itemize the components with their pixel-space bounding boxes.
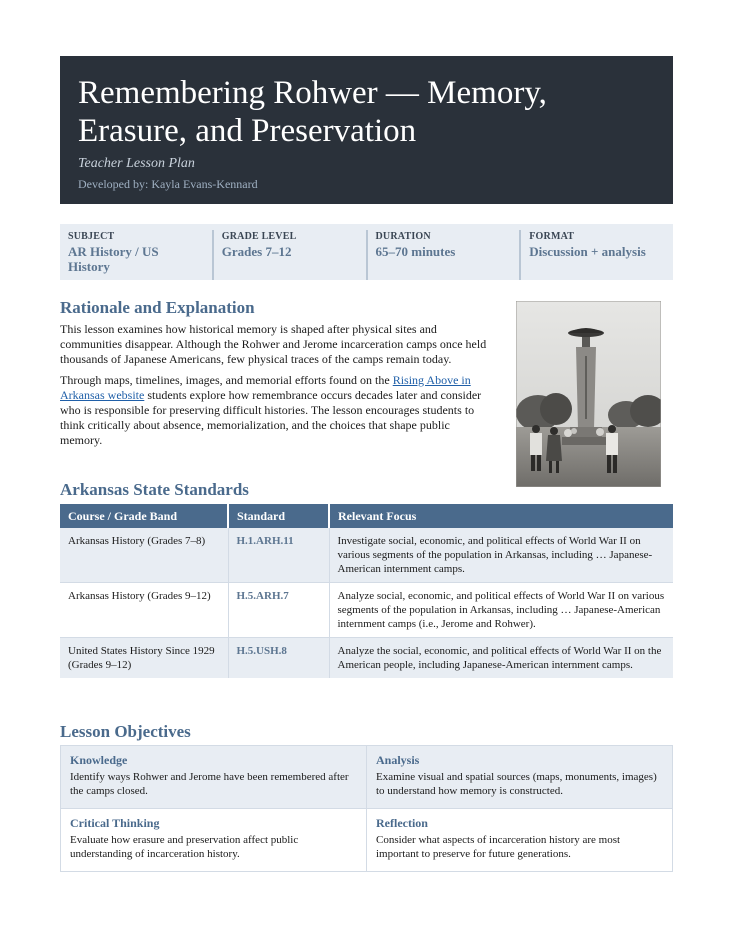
memorial-photo-graphic — [516, 301, 661, 487]
objective-text: Evaluate how erasure and preservation affect public understanding of incarceration history. — [70, 834, 299, 860]
page-title: Remembering Rohwer — Memory, Erasure, and Preservation — [78, 75, 547, 149]
author-credit: Developed by: Kayla Evans-Kennard — [78, 177, 258, 191]
lesson-meta-bar — [60, 224, 673, 280]
column-header: Relevant Focus — [329, 504, 673, 528]
course-cell: United States History Since 1929 (Grades 9–12) — [60, 638, 228, 679]
course-cell: Arkansas History (Grades 7–8) — [60, 528, 228, 583]
text-span: students explore how remembrance occurs decades later and consider who is responsible for preserving difficult histories. The lesson encourages students to think critically about absence, memorialization, and the choices that shape public memory. — [60, 388, 482, 447]
meta-value: Grades 7–12 — [221, 244, 292, 259]
meta-format — [519, 230, 673, 280]
meta-label: FORMAT — [529, 231, 575, 242]
standard-code-cell: H.5.USH.8 — [228, 638, 329, 679]
rising-above-link[interactable]: Rising Above in Arkansas website — [60, 373, 471, 402]
focus-cell: Analyze the social, economic, and political effects of World War II on the American people, including Japanese-American internment camps. — [329, 638, 673, 679]
rationale-heading: Rationale and Explanation — [60, 298, 255, 317]
table-row — [60, 583, 673, 638]
meta-value: AR History / US History — [68, 244, 159, 274]
standard-code-cell: H.1.ARH.11 — [228, 528, 329, 583]
objective-text: Examine visual and spatial sources (maps, monuments, images) to understand how memory is constructed. — [376, 771, 657, 797]
course-cell: Arkansas History (Grades 9–12) — [60, 583, 228, 638]
objective-text: Consider what aspects of incarceration history are most important to preserve for future generations. — [376, 834, 621, 860]
meta-label: DURATION — [375, 231, 431, 242]
page-subtitle: Teacher Lesson Plan — [78, 156, 195, 171]
focus-cell: Analyze social, economic, and political effects of World War II on various segments of the population in Arkansas, including … Japanese-American internment camps (i.e., Jerome and Rohwer). — [329, 583, 673, 638]
standards-heading: Arkansas State Standards — [60, 480, 249, 499]
memorial-photo — [516, 301, 661, 487]
focus-cell: Investigate social, economic, and political effects of World War II on various segments of the population in Arkansas, including … Japanese-American internment camps. — [329, 528, 673, 583]
column-header: Standard — [228, 504, 329, 528]
objective-title: Critical Thinking — [70, 816, 160, 830]
title-banner — [60, 56, 673, 204]
objectives-grid — [60, 745, 673, 872]
table-header-row — [60, 504, 673, 528]
objective-title: Analysis — [376, 753, 420, 767]
meta-duration — [366, 230, 520, 280]
objectives-heading: Lesson Objectives — [60, 722, 191, 741]
objective-title: Knowledge — [70, 753, 128, 767]
meta-value: 65–70 minutes — [375, 244, 456, 259]
meta-label: GRADE LEVEL — [221, 231, 297, 242]
table-row — [60, 638, 673, 679]
objective-card-critical-thinking — [61, 809, 366, 871]
objective-card-knowledge — [61, 746, 366, 808]
objective-title: Reflection — [376, 816, 428, 830]
column-header: Course / Grade Band — [60, 504, 228, 528]
table-row — [60, 528, 673, 583]
standard-code-cell: H.5.ARH.7 — [228, 583, 329, 638]
meta-grade-level — [212, 230, 366, 280]
rationale-paragraph — [60, 373, 492, 448]
objective-card-analysis — [367, 746, 672, 808]
objective-card-reflection — [367, 809, 672, 871]
rationale-paragraph: This lesson examines how historical memory is shaped after physical sites and communities disappear. Although the Rohwer and Jerome incarceration camps once held thousands of Japanese Americans, few physical traces of the camps remain today. — [60, 322, 487, 366]
objective-text: Identify ways Rohwer and Jerome have been remembered after the camps closed. — [70, 771, 349, 797]
standards-table — [60, 504, 673, 678]
meta-value: Discussion + analysis — [529, 244, 646, 259]
rationale-body — [60, 322, 492, 454]
meta-subject — [60, 230, 212, 280]
text-span: Through maps, timelines, images, and memorial efforts found on the — [60, 373, 393, 387]
meta-label: SUBJECT — [68, 231, 115, 242]
